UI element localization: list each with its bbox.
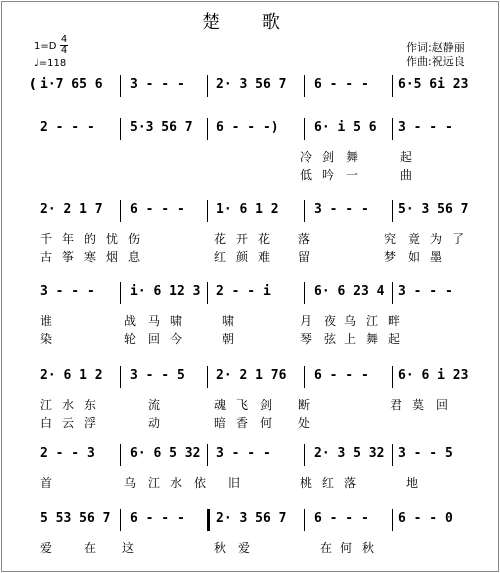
measure: 2 - - - — [40, 120, 95, 135]
lyric-syllable: 断 — [298, 398, 311, 412]
bar-line — [207, 118, 208, 140]
lyric-syllable: 开 — [236, 232, 249, 246]
lyric-syllable: 这 — [122, 541, 135, 555]
bar-line — [392, 366, 393, 388]
measure: 3 - - - — [130, 77, 185, 92]
bar-line — [392, 282, 393, 304]
lyric-syllable: 首 — [40, 476, 53, 490]
bar-line — [304, 200, 305, 222]
lyric-line — [0, 330, 500, 346]
key-signature: 1=D — [34, 41, 57, 52]
lyric-syllable: 云 — [62, 416, 75, 430]
lyric-syllable: 落 — [344, 476, 357, 490]
time-numerator: 4 — [60, 34, 68, 45]
lyric-syllable: 战 — [124, 314, 137, 328]
bar-line — [120, 444, 121, 466]
lyric-syllable: 马 — [148, 314, 161, 328]
credits — [406, 41, 465, 69]
lyric-syllable: 一 — [346, 168, 359, 182]
lyric-syllable: 回 — [148, 332, 161, 346]
lyric-syllable: 伤 — [128, 232, 141, 246]
lyric-syllable: 谁 — [40, 314, 53, 328]
lyric-syllable: 秋 — [214, 541, 227, 555]
measure: 6 - - - — [130, 202, 185, 217]
lyric-syllable: 冷 — [300, 150, 313, 164]
bar-line — [120, 282, 121, 304]
bar-line — [304, 366, 305, 388]
lyric-syllable: 桃 — [300, 476, 313, 490]
notation-row — [0, 368, 500, 388]
lyric-syllable: 舞 — [346, 150, 359, 164]
measure: 2· 2 1 76 — [216, 368, 287, 383]
lyric-syllable: 了 — [452, 232, 465, 246]
bar-line — [304, 282, 305, 304]
bar-line — [392, 444, 393, 466]
lyric-syllable: 流 — [148, 398, 161, 412]
measure: 3 - - - — [398, 120, 453, 135]
lyric-syllable: 回 — [436, 398, 449, 412]
measure: 3 - - - — [398, 284, 453, 299]
lyric-syllable: 爱 — [238, 541, 251, 555]
measure: 6 - - -) — [216, 120, 279, 135]
lyric-syllable: 梦 — [384, 250, 397, 264]
lyric-syllable: 动 — [148, 416, 161, 430]
lyric-syllable: 吟 — [322, 168, 335, 182]
measure: 5·3 56 7 — [130, 120, 193, 135]
measure: 6· 6 23 4 — [314, 284, 385, 299]
lyric-syllable: 花 — [214, 232, 227, 246]
lyric-syllable: 起 — [388, 332, 401, 346]
bar-line — [392, 75, 393, 97]
lyric-syllable: 忧 — [106, 232, 119, 246]
song-title: 楚 歌 — [202, 12, 298, 33]
lyric-syllable: 夜 — [324, 314, 337, 328]
lyric-line — [0, 248, 500, 264]
measure: 6 - - - — [314, 77, 369, 92]
measure: 5· 3 56 7 — [398, 202, 469, 217]
measure: 5 53 56 7 — [40, 511, 111, 526]
bar-line — [392, 118, 393, 140]
lyric-syllable: 爱 — [40, 541, 53, 555]
measure: 6· 6 i 23 — [398, 368, 469, 383]
intro-paren: ( — [30, 77, 36, 92]
lyric-syllable: 低 — [300, 168, 313, 182]
lyric-syllable: 弦 — [324, 332, 337, 346]
bar-line — [392, 509, 393, 531]
bar-line — [207, 200, 208, 222]
bar-line — [207, 75, 208, 97]
lyric-line — [0, 474, 500, 490]
bar-line — [392, 200, 393, 222]
measure: 3 - - - — [314, 202, 369, 217]
lyric-syllable: 处 — [298, 416, 311, 430]
lyric-syllable: 颜 — [236, 250, 249, 264]
measure: 2· 2 1 7 — [40, 202, 103, 217]
lyric-syllable: 乌 — [344, 314, 357, 328]
measure: 2· 6 1 2 — [40, 368, 103, 383]
measure: 6· i 5 6 — [314, 120, 377, 135]
lyric-syllable: 竟 — [408, 232, 421, 246]
lyric-line — [0, 539, 500, 555]
lyric-syllable: 息 — [128, 250, 141, 264]
bar-line — [120, 75, 121, 97]
lyric-syllable: 江 — [148, 476, 161, 490]
lyric-syllable: 剑 — [260, 398, 273, 412]
lyric-syllable: 月 — [300, 314, 313, 328]
lyric-syllable: 年 — [62, 232, 75, 246]
measure: 6·5 6i 23 — [398, 77, 469, 92]
lyric-syllable: 染 — [40, 332, 53, 346]
measure: 2· 3 5 32 — [314, 446, 385, 461]
lyric-syllable: 烟 — [106, 250, 119, 264]
lyric-syllable: 畔 — [388, 314, 401, 328]
notation-row — [0, 446, 500, 466]
composer-credit: 作曲:祝远良 — [406, 55, 465, 68]
lyric-syllable: 莫 — [412, 398, 425, 412]
lyric-syllable: 为 — [430, 232, 443, 246]
lyric-syllable: 地 — [406, 476, 419, 490]
lyric-syllable: 的 — [84, 232, 97, 246]
notation-row — [0, 77, 500, 97]
time-denominator: 4 — [60, 45, 68, 56]
lyric-syllable: 啸 — [222, 314, 235, 328]
lyric-syllable: 魂 — [214, 398, 227, 412]
lyric-syllable: 轮 — [124, 332, 137, 346]
lyric-syllable: 香 — [236, 416, 249, 430]
measure: 2 - - i — [216, 284, 271, 299]
measure: 6 - - - — [130, 511, 185, 526]
measure: 3 - - 5 — [398, 446, 453, 461]
lyric-syllable: 水 — [62, 398, 75, 412]
lyric-syllable: 寒 — [84, 250, 97, 264]
lyric-syllable: 何 — [340, 541, 353, 555]
notation-row — [0, 120, 500, 140]
lyric-syllable: 筝 — [62, 250, 75, 264]
lyric-syllable: 依 — [194, 476, 207, 490]
lyric-syllable: 花 — [258, 232, 271, 246]
lyric-syllable: 红 — [214, 250, 227, 264]
lyric-syllable: 浮 — [84, 416, 97, 430]
bar-line — [120, 118, 121, 140]
lyric-syllable: 留 — [298, 250, 311, 264]
bar-line — [207, 509, 210, 531]
lyric-syllable: 乌 — [124, 476, 137, 490]
lyric-syllable: 君 — [390, 398, 403, 412]
lyric-syllable: 何 — [260, 416, 273, 430]
lyric-syllable: 在 — [320, 541, 333, 555]
lyric-syllable: 白 — [40, 416, 53, 430]
lyric-line — [0, 414, 500, 430]
measure: 2· 3 56 7 — [216, 77, 287, 92]
lyric-syllable: 今 — [170, 332, 183, 346]
time-signature — [60, 35, 68, 56]
lyric-syllable: 江 — [40, 398, 53, 412]
lyricist-credit: 作词:赵静丽 — [406, 41, 465, 54]
lyric-syllable: 剑 — [322, 150, 335, 164]
measure: 1· 6 1 2 — [216, 202, 279, 217]
lyric-syllable: 飞 — [236, 398, 249, 412]
bar-line — [120, 366, 121, 388]
measure: 6 - - - — [314, 368, 369, 383]
measure: 6 - - - — [314, 511, 369, 526]
bar-line — [120, 200, 121, 222]
lyric-syllable: 暗 — [214, 416, 227, 430]
lyric-syllable: 江 — [366, 314, 379, 328]
notation-row — [0, 284, 500, 304]
measure: i· 6 12 3 — [130, 284, 201, 299]
bar-line — [120, 509, 121, 531]
lyric-line — [0, 312, 500, 328]
measure: 3 - - 5 — [130, 368, 185, 383]
lyric-syllable: 墨 — [430, 250, 443, 264]
bar-line — [207, 282, 208, 304]
lyric-syllable: 舞 — [366, 332, 379, 346]
bar-line — [207, 366, 208, 388]
lyric-syllable: 如 — [408, 250, 421, 264]
lyric-syllable: 究 — [384, 232, 397, 246]
measure: 2· 3 56 7 — [216, 511, 287, 526]
lyric-syllable: 上 — [344, 332, 357, 346]
measure: 3 - - - — [216, 446, 271, 461]
measure: 3 - - - — [40, 284, 95, 299]
measure: 6· 6 5 32 — [130, 446, 201, 461]
bar-line — [304, 75, 305, 97]
lyric-syllable: 曲 — [400, 168, 413, 182]
lyric-syllable: 在 — [84, 541, 97, 555]
lyric-syllable: 千 — [40, 232, 53, 246]
lyric-syllable: 水 — [170, 476, 183, 490]
lyric-line — [0, 148, 500, 164]
lyric-line — [0, 166, 500, 182]
measure: 6 - - 0 — [398, 511, 453, 526]
lyric-syllable: 啸 — [170, 314, 183, 328]
bar-line — [304, 118, 305, 140]
lyric-syllable: 秋 — [362, 541, 375, 555]
lyric-syllable: 难 — [258, 250, 271, 264]
lyric-syllable: 落 — [298, 232, 311, 246]
lyric-syllable: 红 — [322, 476, 335, 490]
measure: i·7 65 6 — [40, 77, 103, 92]
bar-line — [207, 444, 208, 466]
lyric-syllable: 起 — [400, 150, 413, 164]
lyric-syllable: 东 — [84, 398, 97, 412]
bar-line — [304, 444, 305, 466]
lyric-syllable: 朝 — [222, 332, 235, 346]
measure: 2 - - 3 — [40, 446, 95, 461]
notation-row — [0, 202, 500, 222]
lyric-line — [0, 396, 500, 412]
notation-row — [0, 511, 500, 531]
lyric-syllable: 琴 — [300, 332, 313, 346]
lyric-syllable: 旧 — [228, 476, 241, 490]
lyric-line — [0, 230, 500, 246]
bar-line — [304, 509, 305, 531]
lyric-syllable: 古 — [40, 250, 53, 264]
tempo-mark: ♩=118 — [34, 58, 67, 69]
